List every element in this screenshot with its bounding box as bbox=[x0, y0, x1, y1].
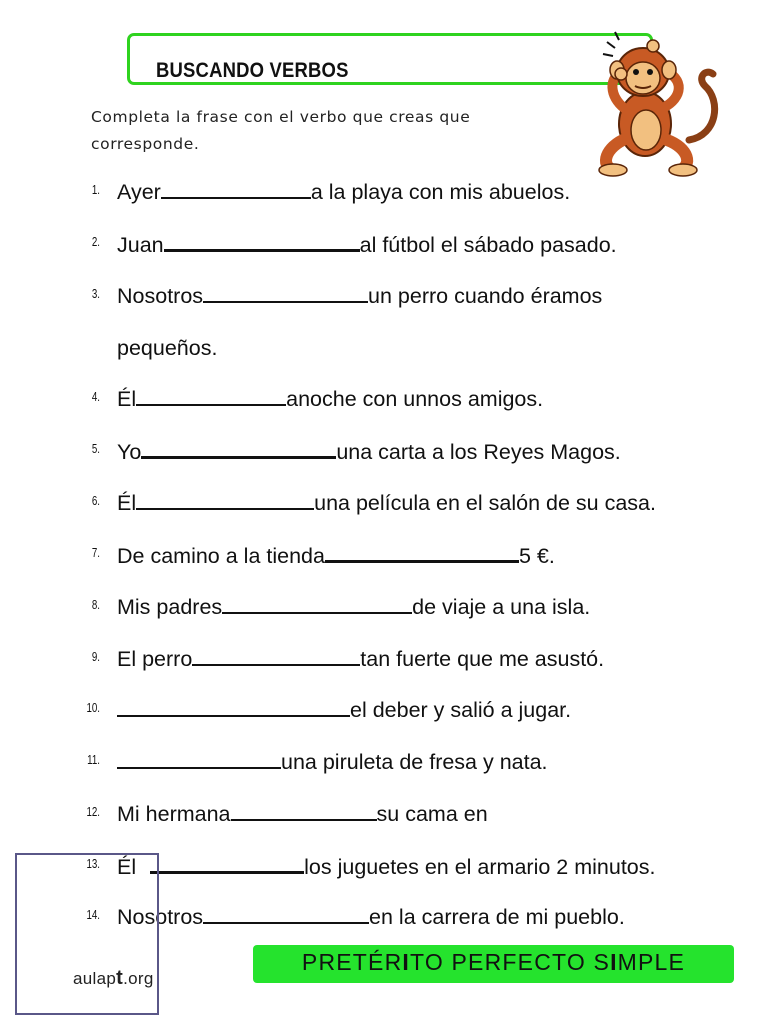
text-before: Él bbox=[117, 855, 137, 879]
text-after: un perro cuando éramos bbox=[368, 284, 603, 308]
exercise-3-continued bbox=[0, 333, 768, 373]
exercise-number: 12. bbox=[86, 804, 100, 819]
sentence bbox=[117, 747, 548, 777]
text-after: una piruleta de fresa y nata. bbox=[281, 750, 548, 774]
text-before: Nosotros bbox=[117, 284, 204, 308]
text-before: De camino a la tienda bbox=[117, 544, 325, 568]
answer-blank[interactable] bbox=[150, 851, 304, 874]
text-after: en la carrera de mi pueblo. bbox=[369, 905, 625, 929]
answer-blank[interactable] bbox=[117, 695, 350, 717]
logo-prefix: aulap bbox=[73, 969, 117, 988]
answer-blank[interactable] bbox=[161, 177, 311, 199]
text-after: tan fuerte que me asustó. bbox=[360, 647, 605, 671]
exercise-number: 7. bbox=[91, 545, 100, 560]
exercise-number: 2. bbox=[91, 234, 100, 249]
text-after: 5 €. bbox=[518, 544, 555, 568]
page-title: BUSCANDO VERBOS bbox=[156, 59, 349, 82]
exercise-number: 1. bbox=[91, 182, 100, 197]
sentence bbox=[117, 851, 655, 882]
title-box bbox=[127, 33, 653, 85]
monkey-illustration bbox=[593, 20, 723, 178]
exercise-number: 9. bbox=[91, 649, 100, 664]
exercise-number: 3. bbox=[91, 286, 100, 301]
instructions: Completa la frase con el verbo que creas que corresponde. bbox=[91, 108, 471, 153]
text-before: Mis padres bbox=[117, 595, 223, 619]
sentence bbox=[117, 799, 488, 829]
exercise-number: 10. bbox=[86, 700, 100, 715]
text-before: Mi hermana bbox=[117, 802, 231, 826]
exercise-7 bbox=[0, 540, 768, 580]
exercise-2 bbox=[0, 229, 768, 269]
tense-banner bbox=[253, 945, 734, 983]
text-before: Él bbox=[117, 387, 137, 411]
exercise-9 bbox=[0, 644, 768, 684]
text-before: pequeños. bbox=[117, 336, 218, 360]
sentence bbox=[117, 695, 571, 725]
exercise-number: 13. bbox=[86, 856, 100, 871]
exercise-12 bbox=[0, 799, 768, 839]
sentence bbox=[117, 177, 570, 207]
banner-part: PRETÉR bbox=[301, 949, 403, 975]
exercise-number: 11. bbox=[87, 752, 100, 767]
sentence bbox=[117, 592, 590, 622]
banner-part: MPLE bbox=[617, 949, 686, 975]
text-after: de viaje a una isla. bbox=[412, 595, 591, 619]
banner-part: TO PERFECTO S bbox=[410, 949, 611, 975]
text-after: los juguetes en el armario 2 minutos. bbox=[304, 855, 656, 879]
exercise-number: 4. bbox=[91, 389, 100, 404]
answer-blank[interactable] bbox=[231, 799, 377, 821]
answer-blank[interactable] bbox=[136, 488, 314, 510]
answer-blank[interactable] bbox=[117, 747, 281, 769]
text-before: Él bbox=[117, 491, 137, 515]
text-after: al fútbol el sábado pasado. bbox=[359, 233, 617, 257]
text-before: El perro bbox=[117, 647, 193, 671]
exercise-8 bbox=[0, 592, 768, 632]
answer-blank[interactable] bbox=[222, 592, 412, 614]
logo-bold: t bbox=[116, 967, 124, 989]
answer-blank[interactable] bbox=[203, 281, 368, 303]
sentence bbox=[117, 281, 602, 311]
sentence bbox=[117, 644, 604, 674]
text-after: una carta a los Reyes Magos. bbox=[336, 440, 621, 464]
exercise-number: 5. bbox=[91, 441, 100, 456]
banner-part: I bbox=[610, 949, 618, 975]
exercise-number: 8. bbox=[91, 597, 100, 612]
logo-box bbox=[15, 853, 159, 1015]
sentence bbox=[117, 229, 617, 260]
text-before: Juan bbox=[117, 233, 164, 257]
exercise-4 bbox=[0, 384, 768, 424]
answer-blank[interactable] bbox=[164, 229, 360, 252]
text-after: su cama en bbox=[376, 802, 488, 826]
exercise-number: 6. bbox=[91, 493, 100, 508]
answer-blank[interactable] bbox=[203, 902, 369, 924]
site-logo bbox=[73, 967, 154, 990]
exercise-5 bbox=[0, 436, 768, 476]
sentence bbox=[117, 540, 555, 571]
banner-text bbox=[253, 949, 734, 976]
sentence bbox=[117, 488, 656, 518]
sentence bbox=[117, 384, 543, 414]
exercise-3 bbox=[0, 281, 768, 321]
banner-part: I bbox=[402, 949, 410, 975]
text-before: Yo bbox=[117, 440, 142, 464]
text-before: Nosotros bbox=[117, 905, 204, 929]
text-after: a la playa con mis abuelos. bbox=[310, 180, 571, 204]
text-after: el deber y salió a jugar. bbox=[350, 698, 572, 722]
sentence bbox=[117, 333, 217, 363]
answer-blank[interactable] bbox=[136, 384, 286, 406]
exercise-10 bbox=[0, 695, 768, 735]
text-after: una película en el salón de su casa. bbox=[314, 491, 656, 515]
exercise-11 bbox=[0, 747, 768, 787]
exercise-number: 14. bbox=[86, 907, 100, 922]
answer-blank[interactable] bbox=[141, 436, 336, 459]
sentence bbox=[117, 902, 625, 932]
exercise-1 bbox=[0, 177, 768, 217]
text-after: anoche con unnos amigos. bbox=[286, 387, 544, 411]
answer-blank[interactable] bbox=[192, 644, 360, 666]
sentence bbox=[117, 436, 621, 467]
text-before: Ayer bbox=[117, 180, 161, 204]
exercise-6 bbox=[0, 488, 768, 528]
answer-blank[interactable] bbox=[325, 540, 519, 563]
logo-suffix: .org bbox=[123, 969, 154, 988]
